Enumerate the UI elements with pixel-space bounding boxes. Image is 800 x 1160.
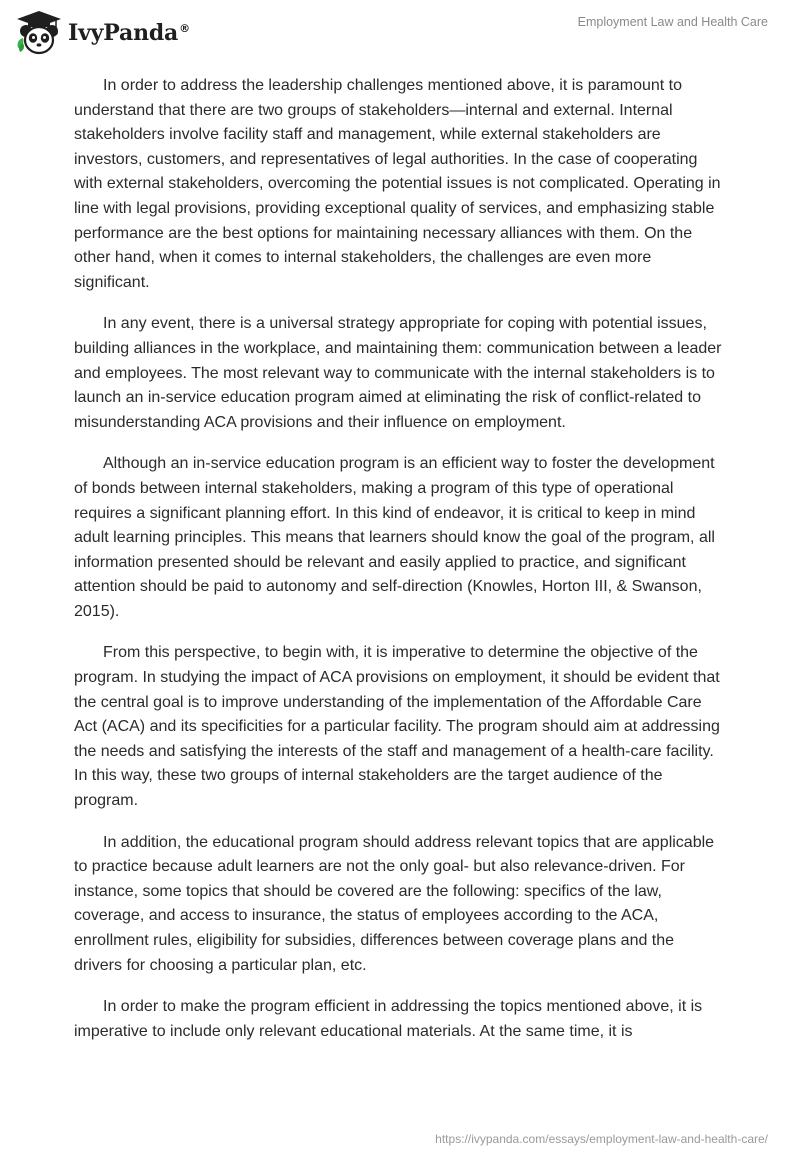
paragraph: From this perspective, to begin with, it is imperative to determine the objective of the program. In studying the impact of ACA provisions on employment, it should be evident that the central goal is to improve understanding of the implementation of the Affordable Care Act (ACA) and its specificities for a particular facility. The program should aim at addressing the needs and satisfying the interests of the staff and management of a health-care facility. In this way, these two groups of internal stakeholders are the target audience of the program. (74, 644, 720, 810)
paragraph: In order to address the leadership challenges mentioned above, it is paramount to understand that there are two groups of stakeholders—internal and external. Internal stakeholders involve facility staff and management, while external stakeholders are investors, customers, and representatives of legal authorities. In the case of cooperating with external stakeholders, overcoming the potential issues is not complicated. Operating in line with legal provisions, providing exceptional quality of services, and emphasizing stable performance are the best options for maintaining necessary alliances with them. On the other hand, when it comes to internal stakeholders, the challenges are even more significant. (74, 77, 721, 291)
paragraph: In order to make the program efficient in addressing the topics mentioned above, it is imperative to include only relevant educational materials. At the same time, it is (74, 998, 703, 1040)
brand-name: IvyPanda® (68, 20, 190, 46)
brand-registered-mark: ® (179, 21, 190, 35)
essay-body (74, 74, 726, 1061)
source-url-link[interactable]: https://ivypanda.com/essays/employment-law-and-health-care/ (435, 1132, 768, 1146)
panda-graduate-icon (14, 8, 64, 58)
paragraph: Although an in-service education program is an efficient way to foster the development of bonds between internal stakeholders, making a program of this type of operational requires a significant planning effort. In this kind of endeavor, it is critical to keep in mind adult learning principles. This means that learners should know the goal of the program, all information presented should be relevant and easily applied to practice, and significant attention should be paid to autonomy and self-direction (Knowles, Horton III, & Swanson, 2015). (74, 455, 715, 620)
paragraph: In addition, the educational program should address relevant topics that are applicable to practice because adult learners are not the only goal- but also relevance-driven. For instance, some topics that should be covered are the following: specifics of the law, coverage, and access to insurance, the status of employees according to the ACA, enrollment rules, eligibility for subsidies, differences between coverage plans and the drivers for choosing a particular plan, etc. (74, 833, 715, 974)
page-header (0, 0, 800, 70)
document-title: Employment Law and Health Care (577, 15, 768, 29)
paragraph: In any event, there is a universal strategy appropriate for coping with potential issues, building alliances in the workplace, and maintaining them: communication between a leader and employees. The most relevant way to communicate with the internal stakeholders is to launch an in-service education program aimed at eliminating the risk of conflict-related to misunderstanding ACA provisions and their influence on employment. (74, 315, 722, 431)
brand-logo[interactable] (14, 8, 190, 58)
